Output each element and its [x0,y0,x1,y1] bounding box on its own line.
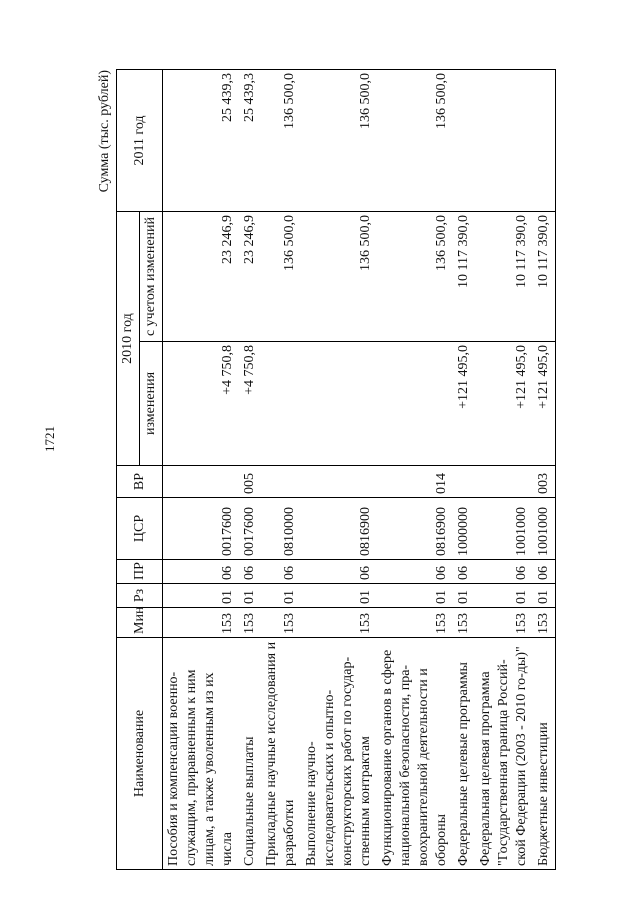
row-csr: 0017600 [163,498,240,560]
row-csr: 1001000 [475,498,533,560]
row-vr [475,466,533,498]
row-change [261,342,301,466]
row-rz: 01 [239,584,261,608]
row-change: +4 750,8 [239,342,261,466]
row-min: 153 [163,608,240,638]
header-vr: ВР [117,466,163,498]
header-name: Наименование [117,638,163,870]
row-pr: 06 [533,560,556,584]
row-name: Пособия и компенсации военно-служащим, приравненным к ним лицам, а также уволенным из их числа [163,638,240,870]
row-csr: 1000000 [453,498,475,560]
row-vr: 005 [239,466,261,498]
header-csr: ЦСР [117,498,163,560]
row-change [377,342,453,466]
row-name: Социальные выплаты [239,638,261,870]
row-min: 153 [239,608,261,638]
row-vr [301,466,377,498]
row-min: 153 [533,608,556,638]
row-min: 153 [475,608,533,638]
row-total-2010: 136 500,0 [377,212,453,342]
row-vr [261,466,301,498]
table-row [261,70,301,870]
row-rz: 01 [301,584,377,608]
row-total-2011: 25 439,3 [163,70,240,212]
row-total-2010: 23 246,9 [239,212,261,342]
row-rz: 01 [377,584,453,608]
row-total-2010: 10 117 390,0 [453,212,475,342]
row-min: 153 [453,608,475,638]
row-csr: 0810000 [261,498,301,560]
row-pr: 06 [475,560,533,584]
row-pr: 06 [261,560,301,584]
budget-table [116,69,556,870]
table-row [533,70,556,870]
row-total-2010: 23 246,9 [163,212,240,342]
header-changes: изменения [140,342,163,466]
table-body [163,70,556,870]
row-total-2010: 10 117 390,0 [475,212,533,342]
header-pr: ПР [117,560,163,584]
row-total-2011: 25 439,3 [239,70,261,212]
table-row [301,70,377,870]
row-rz: 01 [533,584,556,608]
row-total-2011 [453,70,475,212]
row-total-2011: 136 500,0 [377,70,453,212]
row-total-2011 [533,70,556,212]
row-csr: 0017600 [239,498,261,560]
row-name: Федеральная целевая программа "Государственная граница Россий-ской Федерации (2003 - 2010 го-ды)" [475,638,533,870]
row-csr: 0816900 [301,498,377,560]
header-min: Мин [117,608,163,638]
row-rz: 01 [163,584,240,608]
row-csr: 1001000 [533,498,556,560]
row-total-2010: 10 117 390,0 [533,212,556,342]
header-rz: Рз [117,584,163,608]
row-change [301,342,377,466]
row-pr: 06 [239,560,261,584]
row-vr [453,466,475,498]
row-min: 153 [377,608,453,638]
table-row [239,70,261,870]
unit-caption: Сумма (тыс. рублей) [97,70,112,193]
row-name: Бюджетные инвестиции [533,638,556,870]
row-total-2010: 136 500,0 [301,212,377,342]
row-csr: 0816900 [377,498,453,560]
row-pr: 06 [377,560,453,584]
row-pr: 06 [301,560,377,584]
row-name: Функционирование органов в сфере национальной безопасности, пра-воохранительной деятельности и обороны [377,638,453,870]
page-number: 1721 [42,426,57,452]
row-change: +121 495,0 [453,342,475,466]
row-total-2010: 136 500,0 [261,212,301,342]
header-2010: 2010 год [117,212,140,466]
row-total-2011: 136 500,0 [261,70,301,212]
row-min: 153 [261,608,301,638]
row-pr: 06 [163,560,240,584]
table-row [377,70,453,870]
row-name: Прикладные научные исследования и разработки [261,638,301,870]
row-min: 153 [301,608,377,638]
row-change: +4 750,8 [163,342,240,466]
row-total-2011: 136 500,0 [301,70,377,212]
row-rz: 01 [261,584,301,608]
row-rz: 01 [475,584,533,608]
row-change: +121 495,0 [475,342,533,466]
rotated-page [96,70,612,870]
row-vr: 003 [533,466,556,498]
table-row [163,70,240,870]
header-with-changes: с учетом изменений [140,212,163,342]
row-name: Выполнение научно-исследовательских и опытно-конструкторских работ по государ-ственным контрактам [301,638,377,870]
row-total-2011 [475,70,533,212]
row-rz: 01 [453,584,475,608]
table-row [475,70,533,870]
row-vr: 014 [377,466,453,498]
header-2011: 2011 год [117,70,163,212]
table-row [453,70,475,870]
row-name: Федеральные целевые программы [453,638,475,870]
row-vr [163,466,240,498]
row-change: +121 495,0 [533,342,556,466]
row-pr: 06 [453,560,475,584]
